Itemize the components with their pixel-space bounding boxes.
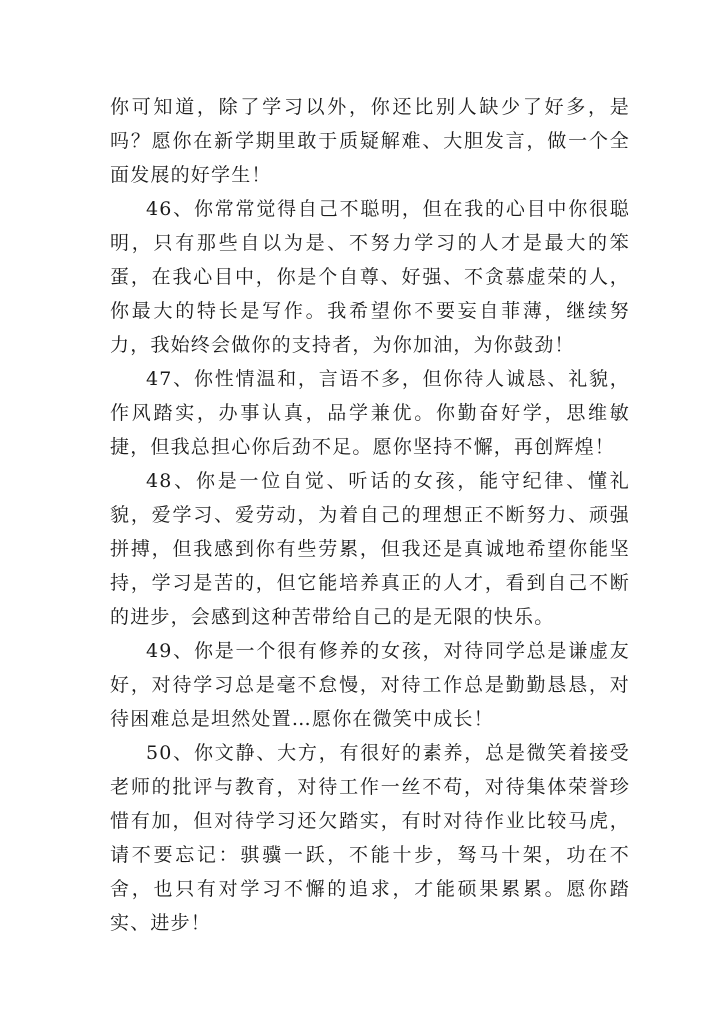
paragraph-comment-47: 47、你性情温和，言语不多，但你待人诚恳、礼貌，作风踏实，办事认真，品学兼优。你勤奋好学，思维敏捷，但我总担心你后劲不足。愿你坚持不懈，再创辉煌！ <box>110 368 630 458</box>
paragraph-comment-49: 49、你是一个很有修养的女孩，对待同学总是谦虚友好，对待学习总是毫不怠慢，对待工作总是勤勤恳恳，对待困难总是坦然处置…愿你在微笑中成长！ <box>110 640 630 730</box>
paragraph-comment-48: 48、你是一位自觉、听话的女孩，能守纪律、懂礼貌，爱学习、爱劳动，为着自己的理想正不断努力、顽强拼搏，但我感到你有些劳累，但我还是真诚地希望你能坚持，学习是苦的，但它能培养真正的人才，看到自己不断的进步，会感到这种苦带给自己的是无限的快乐。 <box>110 470 630 628</box>
document-body <box>110 90 630 940</box>
paragraph-continuation: 你可知道，除了学习以外，你还比别人缺少了好多，是吗？愿你在新学期里敢于质疑解难、大胆发言，做一个全面发展的好学生！ <box>110 96 630 186</box>
paragraph-comment-50: 50、你文静、大方，有很好的素养，总是微笑着接受老师的批评与教育，对待工作一丝不苟，对待集体荣誉珍惜有加，但对待学习还欠踏实，有时对待作业比较马虎，请不要忘记：骐骥一跃，不能十步，驽马十架，功在不舍，也只有对学习不懈的追求，才能硕果累累。愿你踏实、进步！ <box>110 742 630 934</box>
paragraph-comment-46: 46、你常常觉得自己不聪明，但在我的心目中你很聪明，只有那些自以为是、不努力学习的人才是最大的笨蛋，在我心目中，你是个自尊、好强、不贪慕虚荣的人，你最大的特长是写作。我希望你不要妄自菲薄，继续努力，我始终会做你的支持者，为你加油，为你鼓劲！ <box>110 198 630 356</box>
